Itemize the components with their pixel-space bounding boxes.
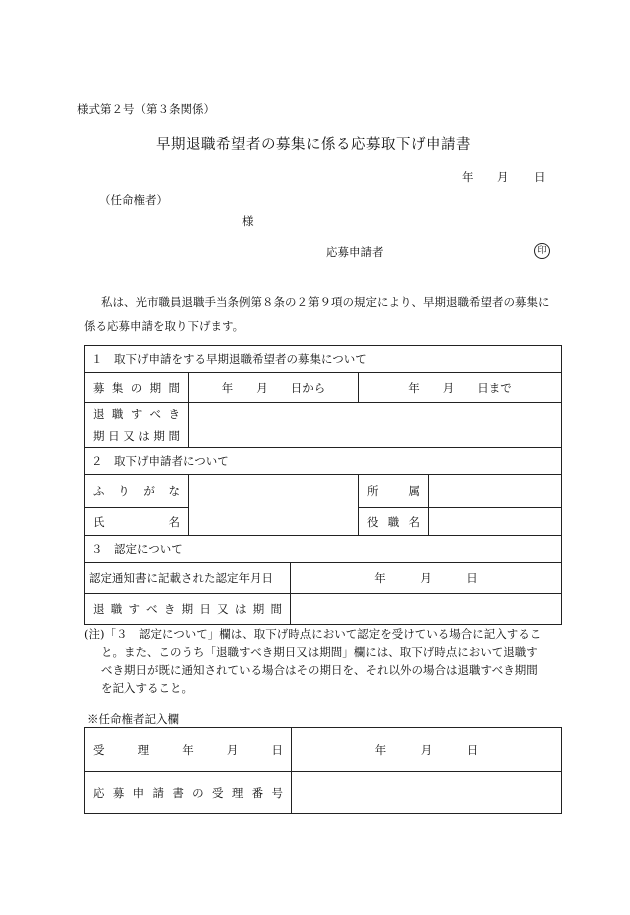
document-title: 早期退職希望者の募集に係る応募取下げ申請書 xyxy=(156,137,471,153)
date-month: 月 xyxy=(497,170,509,184)
retire-date-label-line1: 退職すべき xyxy=(93,407,180,421)
furigana-label: ふりがな xyxy=(85,475,189,508)
retire-period-label: 退職すべき期日又は期間 xyxy=(85,594,291,625)
seal-mark: 印 xyxy=(534,243,550,259)
section1-heading: １ 取下げ申請をする早期退職希望者の募集について xyxy=(85,346,562,373)
receipt-date-field[interactable]: 年 月 日 xyxy=(292,728,562,772)
retire-period-field[interactable] xyxy=(291,594,562,625)
cert-date-field[interactable]: 年 月 日 xyxy=(291,563,562,594)
note-line1: (注)「３ 認定について」欄は、取下げ時点において認定を受けている場合に記入するこ xyxy=(84,627,542,641)
name-label: 氏名 xyxy=(85,508,189,536)
affiliation-label: 所属 xyxy=(359,475,429,508)
retire-date-label xyxy=(85,403,189,448)
applicant-label: 応募申請者 xyxy=(326,245,384,259)
receipt-date-label: 受理年月日 xyxy=(85,728,292,772)
note-line3: べき期日が既に通知されている場合はその期日を、それ以外の場合は退職すべき期間 xyxy=(101,663,538,677)
note-line2: と。また、このうち「退職すべき期日又は期間」欄には、取下げ時点において退職す xyxy=(101,645,538,659)
body-text-line1: 私は、光市職員退職手当条例第８条の２第９項の規定により、早期退職希望者の募集に xyxy=(101,295,550,309)
affiliation-field[interactable] xyxy=(429,475,562,508)
retire-date-label-line2: 期日又は期間 xyxy=(93,429,180,443)
position-label: 役職名 xyxy=(359,508,429,536)
note-line4: を記入すること。 xyxy=(101,681,193,695)
retire-date-field[interactable] xyxy=(189,403,562,448)
date-day: 日 xyxy=(534,170,546,184)
position-field[interactable] xyxy=(429,508,562,536)
recruit-period-from[interactable]: 年 月 日から xyxy=(189,373,359,403)
date-year: 年 xyxy=(462,170,474,184)
appointer-label: （任命権者） xyxy=(99,193,168,207)
section3-heading: ３ 認定について xyxy=(85,536,562,563)
form-number: 様式第２号（第３条関係） xyxy=(77,102,215,116)
appointer-table xyxy=(84,727,562,814)
receipt-number-field[interactable] xyxy=(292,772,562,814)
body-text-line2: 係る応募申請を取り下げます。 xyxy=(84,319,245,333)
cert-date-label: 認定通知書に記載された認定年月日 xyxy=(85,563,291,594)
appointer-section-label: ※任命権者記入欄 xyxy=(87,712,179,726)
name-field[interactable] xyxy=(189,475,359,536)
recruit-period-to[interactable]: 年 月 日まで xyxy=(359,373,562,403)
application-table xyxy=(84,345,562,625)
receipt-number-label: 応募申請書の受理番号 xyxy=(85,772,292,814)
recruit-period-label: 募集の期間 xyxy=(85,373,189,403)
section2-heading: ２ 取下げ申請者について xyxy=(85,448,562,475)
honorific: 様 xyxy=(242,214,254,228)
